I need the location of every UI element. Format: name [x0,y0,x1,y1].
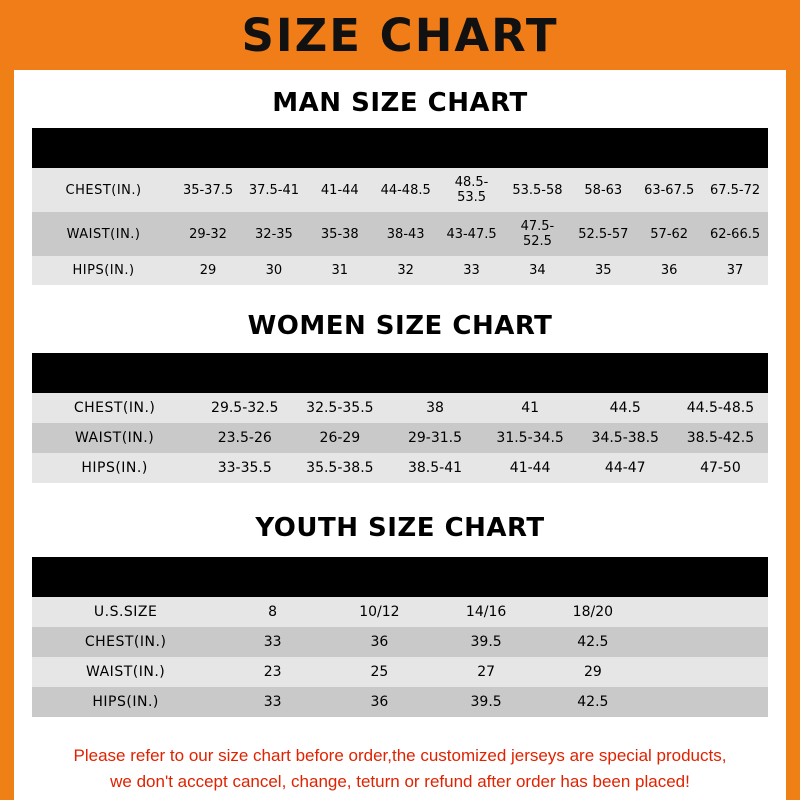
row-label: CHEST(IN.) [32,393,197,423]
column-header: YTH S [242,566,303,588]
table-row [32,423,768,453]
table-cell: 48.5-53.5 [439,168,505,212]
table-cell: 34 [504,256,570,285]
row-label: HIPS(IN.) [32,256,175,285]
table-cell: 41 [483,393,578,423]
column-header: MEN'S [48,137,121,159]
table-cell: 58-63 [570,168,636,212]
table-cell-spacer [646,627,768,657]
column-header: YOUTH [48,566,127,588]
table-row [32,168,768,212]
table-row [32,256,768,285]
table-cell: 38 [387,393,482,423]
table-cell: 29-31.5 [387,423,482,453]
table-cell: 33-35.5 [197,453,292,483]
table-cell: 43-47.5 [439,212,505,256]
table-cell: 29 [539,657,646,687]
table-cell: 35 [570,256,636,285]
column-header-spacer [646,557,768,597]
row-label: HIPS(IN.) [32,687,219,717]
table-cell: 25 [326,657,433,687]
table-row [32,453,768,483]
column-header: 3XL [518,137,557,159]
table-cell: 44-47 [578,453,673,483]
table-cell: 42.5 [539,627,646,657]
youth-size-table [32,557,768,717]
column-header: WOMEN'S [48,362,160,384]
table-cell: 38-43 [373,212,439,256]
table-header-row [32,557,768,597]
table-cell: 62-66.5 [702,212,768,256]
table-cell: 44.5-48.5 [673,393,768,423]
women-section-title: WOMEN SIZE CHART [247,311,553,341]
row-label: CHEST(IN.) [32,168,175,212]
table-row [32,393,768,423]
row-label: WAIST(IN.) [32,423,197,453]
table-cell: 44.5 [578,393,673,423]
table-cell: 44-48.5 [373,168,439,212]
table-cell: 31.5-34.5 [483,423,578,453]
table-cell: 53.5-58 [504,168,570,212]
table-cell: 36 [636,256,702,285]
table-cell: 8 [219,597,326,627]
column-header: S [201,137,215,159]
table-cell: 18/20 [539,597,646,627]
table-cell: 26-29 [292,423,387,453]
table-cell: 32-35 [241,212,307,256]
table-cell: 39.5 [433,687,540,717]
row-label: WAIST(IN.) [32,212,175,256]
footer-note [32,743,768,794]
table-cell: 67.5-72 [702,168,768,212]
column-header: XXL [699,362,742,384]
table-cell-spacer [646,597,768,627]
table-cell: 29 [175,256,241,285]
table-cell: 23.5-26 [197,423,292,453]
column-header: 2XL [452,137,491,159]
table-cell: 63-67.5 [636,168,702,212]
column-header: 4XL [584,137,623,159]
table-cell-spacer [646,657,768,687]
men-section-title: MAN SIZE CHART [272,88,528,118]
table-cell: 30 [241,256,307,285]
table-cell: 31 [307,256,373,285]
table-row [32,687,768,717]
table-cell: 47.5-52.5 [504,212,570,256]
table-header-row [32,353,768,393]
content-area [14,88,786,794]
footer-note-line-1: Please refer to our size chart before order,the customized jerseys are special products, [73,746,727,765]
table-cell: 34.5-38.5 [578,423,673,453]
table-row [32,597,768,627]
column-header: XL [392,137,419,159]
row-label: U.S.SIZE [32,597,219,627]
table-cell: 37.5-41 [241,168,307,212]
table-cell: 41-44 [307,168,373,212]
youth-section-title: YOUTH SIZE CHART [255,513,545,543]
table-cell: 32.5-35.5 [292,393,387,423]
page-banner [0,0,800,70]
table-cell: 14/16 [433,597,540,627]
column-header: YTH M [347,566,412,588]
column-header: YTH L [457,566,516,588]
table-header-row [32,128,768,168]
table-cell: 10/12 [326,597,433,627]
table-cell: 36 [326,627,433,657]
men-size-table [32,128,768,285]
table-cell: 33 [219,627,326,657]
table-cell: 33 [439,256,505,285]
column-header: L [334,137,346,159]
table-cell: 35-38 [307,212,373,256]
table-cell: 27 [433,657,540,687]
column-header: M [425,362,445,384]
table-cell: 39.5 [433,627,540,657]
table-cell: 33 [219,687,326,717]
column-header: 5XL [650,137,689,159]
table-cell: 23 [219,657,326,687]
table-cell: 52.5-57 [570,212,636,256]
table-cell: 42.5 [539,687,646,717]
column-header: M [264,137,283,159]
table-row [32,657,768,687]
table-cell: 38.5-41 [387,453,482,483]
row-label: CHEST(IN.) [32,627,219,657]
table-row [32,627,768,657]
column-header: L [524,362,537,384]
table-cell: 29-32 [175,212,241,256]
column-header: XS [230,362,259,384]
women-size-table [32,353,768,483]
row-label: WAIST(IN.) [32,657,219,687]
column-header: YTH XL [556,566,629,588]
table-cell: 32 [373,256,439,285]
column-header: 6XL [716,137,754,159]
table-row [32,212,768,256]
table-cell: 47-50 [673,453,768,483]
table-cell: 38.5-42.5 [673,423,768,453]
footer-note-line-2: we don't accept cancel, change, teturn or refund after order has been placed! [110,771,690,791]
column-header: S [333,362,347,384]
table-cell: 36 [326,687,433,717]
table-cell: 35.5-38.5 [292,453,387,483]
column-header: XL [611,362,639,384]
table-cell: 35-37.5 [175,168,241,212]
table-cell: 41-44 [483,453,578,483]
row-label: HIPS(IN.) [32,453,197,483]
table-cell: 57-62 [636,212,702,256]
page-title: SIZE CHART [241,8,559,62]
table-cell-spacer [646,687,768,717]
table-cell: 37 [702,256,768,285]
table-cell: 29.5-32.5 [197,393,292,423]
